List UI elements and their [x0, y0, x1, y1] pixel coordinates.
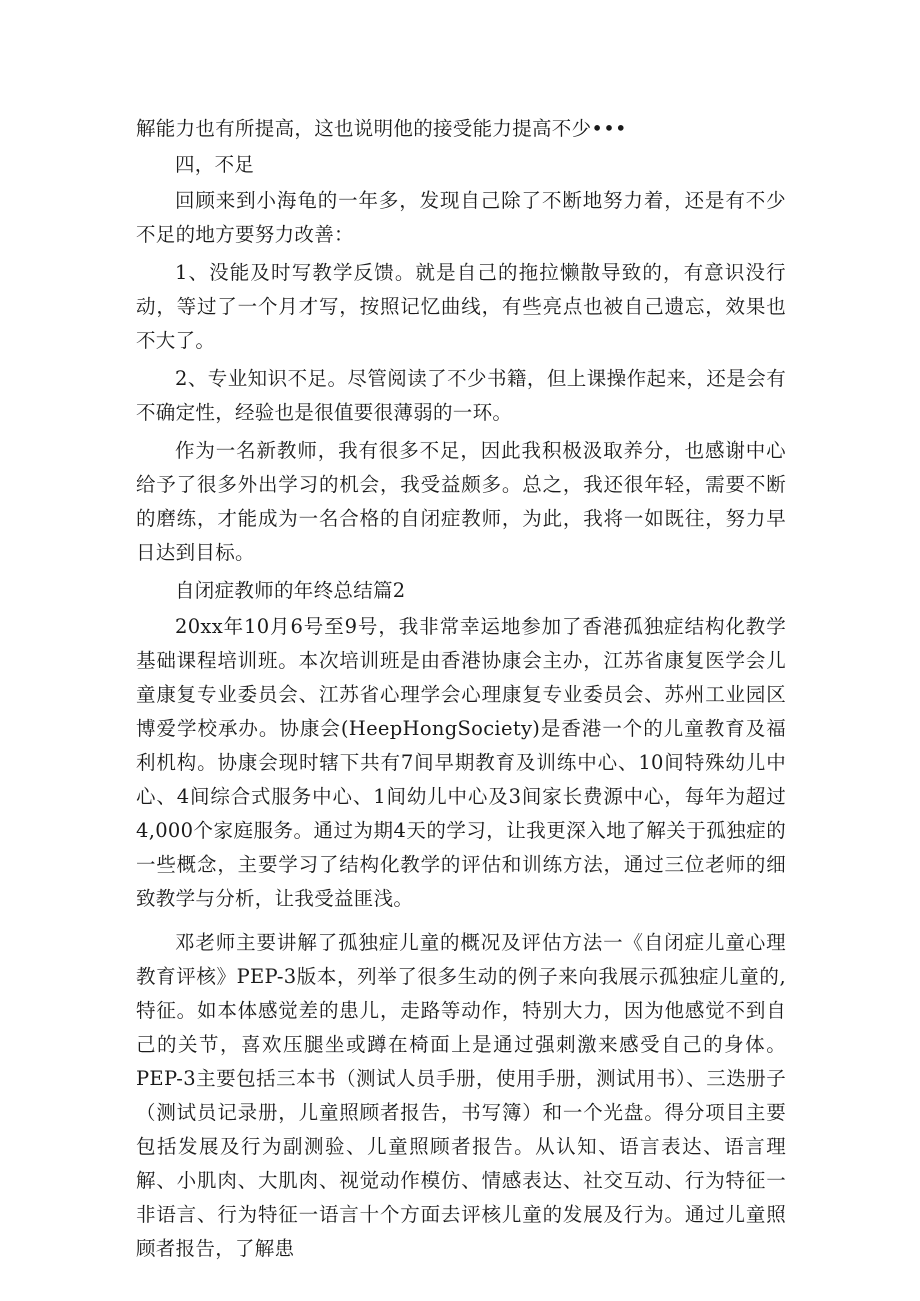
- paragraph-review: 回顾来到小海龟的一年多，发现自己除了不断地努力着，还是有不少不足的地方要努力改善：: [136, 189, 786, 246]
- paragraph-continuation: 解能力也有所提高，这也说明他的接受能力提高不少•••: [136, 117, 627, 140]
- section-heading-shortcomings: 四，不足: [175, 153, 255, 176]
- paragraph-conclusion: 作为一名新教师，我有很多不足，因此我积极汲取养分，也感谢中心给予了很多外出学习的机会，我受益颇多。总之，我还很年轻，需要不断的磨练，才能成为一名合格的自闭症教师，为此，我将一如既往，努力早日达到目标。: [136, 439, 786, 564]
- document-body: [136, 112, 786, 1266]
- article-title: 自闭症教师的年终总结篇2: [175, 579, 406, 602]
- paragraph-pep3: 邓老师主要讲解了孤独症儿童的概况及评估方法一《自闭症儿童心理教育评核》PEP-3版本，列举了很多生动的例子来向我展示孤独症儿童的,特征。如本体感觉差的患儿，走路等动作，特别大力，因为他感觉不到自己的关节，喜欢压腿坐或蹲在椅面上是通过强刺激来感受自己的身体。PEP-3主要包括三本书（测试人员手册，使用手册，测试用书）、三迭册子（测试员记录册，儿童照顾者报告，书写簿）和一个光盘。得分项目主要包括发展及行为副测验、儿童照顾者报告。从认知、语言表达、语言理解、小肌肉、大肌肉、视觉动作模仿、情感表达、社交互动、行为特征一非语言、行为特征一语言十个方面去评核儿童的发展及行为。通过儿童照顾者报告，了解患: [136, 931, 786, 1260]
- paragraph-training: 20xx年10月6号至9号，我非常幸运地参加了香港孤独症结构化教学基础课程培训班。本次培训班是由香港协康会主办，江苏省康复医学会儿童康复专业委员会、江苏省心理学会心理康复专业委员会、苏州工业园区博爱学校承办。协康会(HeepHongSociety)是香港一个的儿童教育及福利机构。协康会现时辖下共有7间早期教育及训练中心、10间特殊幼儿中心、4间综合式服务中心、1间幼儿中心及3间家长费源中心，每年为超过4,000个家庭服务。通过为期4天的学习，让我更深入地了解关于孤独症的一些概念，主要学习了结构化教学的评估和训练方法，通过三位老师的细致教学与分析，让我受益匪浅。: [136, 615, 786, 910]
- paragraph-point-2: 2、专业知识不足。尽管阅读了不少书籍，但上课操作起来，还是会有不确定性，经验也是很值要很薄弱的一环。: [136, 367, 786, 424]
- paragraph-point-1: 1、没能及时写教学反馈。就是自己的拖拉懒散导致的，有意识没行动，等过了一个月才写，按照记忆曲线，有些亮点也被自己遗忘，效果也不大了。: [136, 261, 786, 352]
